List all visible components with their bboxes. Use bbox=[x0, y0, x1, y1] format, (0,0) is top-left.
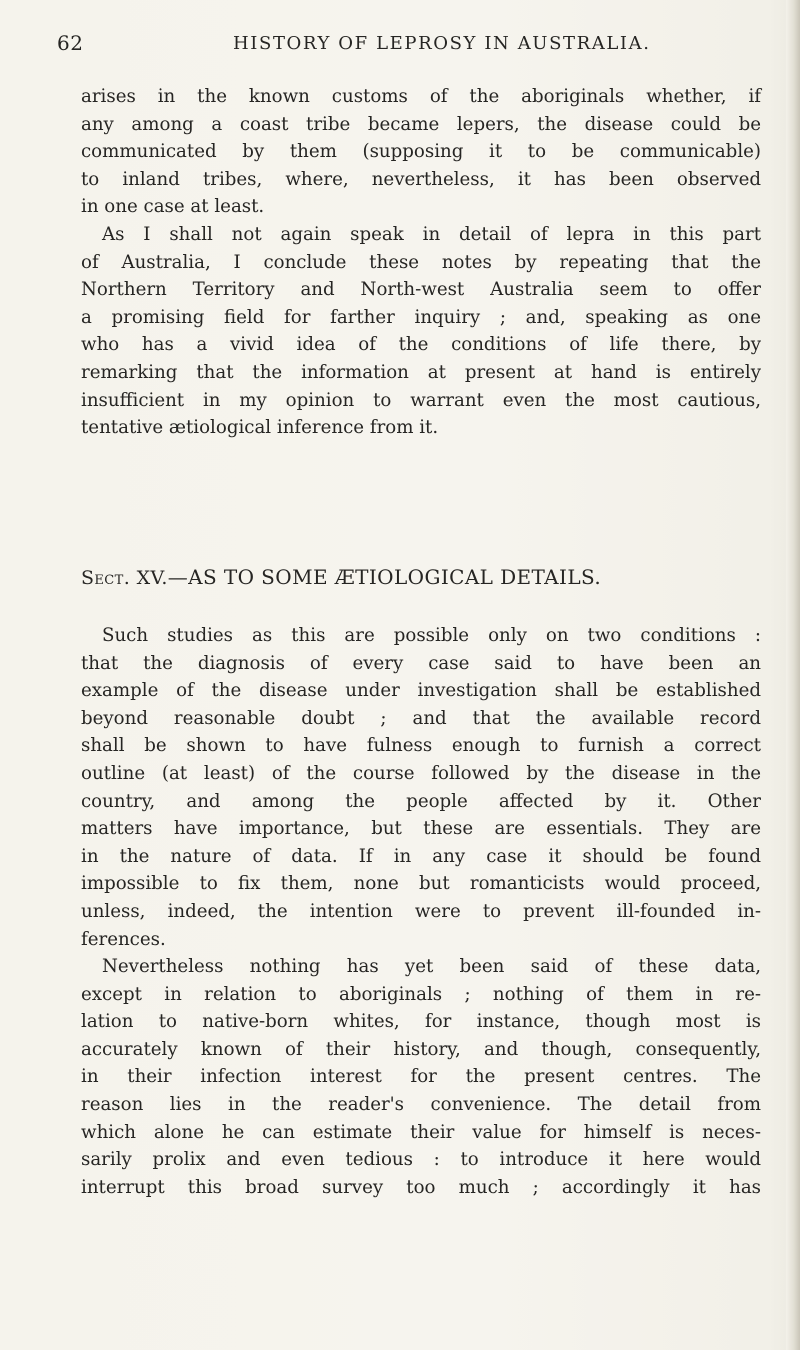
text-line: sarily prolix and even tedious : to introduce it here would bbox=[81, 1149, 761, 1171]
paragraph-native-born bbox=[81, 953, 761, 1201]
text-line: As I shall not again speak in detail of lepra in this part bbox=[102, 224, 761, 245]
page-header bbox=[57, 31, 737, 61]
text-line: in the nature of data. If in any case it should be found bbox=[81, 845, 761, 867]
text-line: reason lies in the reader's convenience. The detail from bbox=[81, 1093, 761, 1115]
text-line: which alone he can estimate their value for himself is neces- bbox=[81, 1121, 761, 1143]
page-number: 62 bbox=[57, 31, 84, 55]
section-heading bbox=[81, 565, 761, 597]
text-line: in one case at least. bbox=[81, 196, 265, 218]
text-line: a promising field for farther inquiry ; and, speaking as one bbox=[81, 306, 761, 328]
paragraph-conditions bbox=[81, 622, 761, 953]
text-line: remarking that the information at present at hand is entirely bbox=[81, 361, 761, 383]
running-title: HISTORY OF LEPROSY IN AUSTRALIA. bbox=[233, 33, 651, 54]
text-line: beyond reasonable doubt ; and that the available record bbox=[81, 707, 761, 729]
text-line: in their infection interest for the present centres. The bbox=[81, 1066, 761, 1088]
text-line: shall be shown to have fulness enough to furnish a correct bbox=[81, 735, 761, 757]
text-line: who has a vivid idea of the conditions of life there, by bbox=[81, 334, 761, 356]
text-line: interrupt this broad survey too much ; accordingly it has bbox=[81, 1176, 761, 1198]
text-line: of Australia, I conclude these notes by repeating that the bbox=[81, 251, 761, 273]
text-line: tentative ætiological inference from it. bbox=[81, 417, 439, 439]
paragraph-conclusion bbox=[81, 221, 761, 442]
paragraph-continuation bbox=[81, 83, 761, 221]
text-line: to inland tribes, where, nevertheless, it has been observed bbox=[81, 168, 761, 190]
text-line: Nevertheless nothing has yet been said of these data, bbox=[102, 956, 761, 977]
text-line: any among a coast tribe became lepers, the disease could be bbox=[81, 113, 761, 135]
page-edge bbox=[786, 0, 800, 1350]
text-line: that the diagnosis of every case said to have been an bbox=[81, 652, 761, 674]
section-number: Sect. XV. bbox=[81, 567, 168, 589]
text-line: matters have importance, but these are essentials. They are bbox=[81, 818, 761, 840]
text-line: ferences. bbox=[81, 928, 166, 950]
text-line: except in relation to aboriginals ; nothing of them in re- bbox=[81, 983, 761, 1005]
text-line: arises in the known customs of the aboriginals whether, if bbox=[81, 86, 761, 107]
section-title: —AS TO SOME ÆTIOLOGICAL DETAILS. bbox=[167, 565, 602, 589]
text-line: Such studies as this are possible only on two conditions : bbox=[102, 625, 761, 646]
text-line: communicated by them (supposing it to be communicable) bbox=[81, 141, 761, 163]
text-line: insufficient in my opinion to warrant even the most cautious, bbox=[81, 389, 761, 411]
text-line: accurately known of their history, and though, consequently, bbox=[81, 1038, 761, 1060]
text-line: Northern Territory and North-west Australia seem to offer bbox=[81, 279, 761, 301]
text-line: example of the disease under investigation shall be established bbox=[81, 680, 761, 702]
text-line: outline (at least) of the course followed by the disease in the bbox=[81, 762, 761, 784]
text-line: impossible to fix them, none but romanticists would proceed, bbox=[81, 873, 761, 895]
text-line: lation to native-born whites, for instance, though most is bbox=[81, 1011, 761, 1033]
text-line: country, and among the people affected by it. Other bbox=[81, 790, 761, 812]
text-line: unless, indeed, the intention were to prevent ill-founded in- bbox=[81, 900, 761, 922]
